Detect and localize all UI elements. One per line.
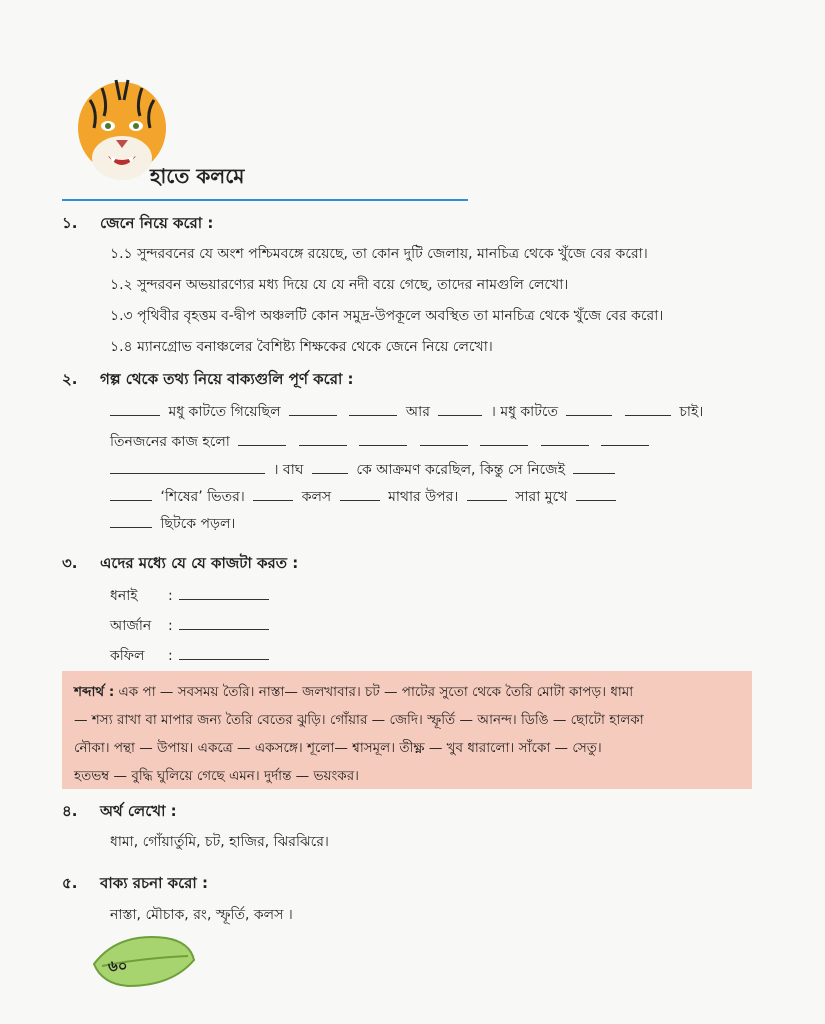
answer-blank[interactable]: [359, 431, 407, 446]
section-1-title: জেনে নিয়ে করো :: [100, 214, 214, 232]
fill-text: কে আক্রমণ করেছিল, কিন্তু সে নিজেই: [356, 462, 565, 478]
section-5-words: নাস্তা, মৌচাক, রং, স্ফূর্তি, কলস ।: [110, 907, 293, 923]
glossary-label: শব্দার্থ :: [74, 684, 115, 700]
section-3-number: ৩.: [62, 554, 78, 572]
fill-line-1: [110, 400, 703, 424]
glossary-box: [62, 671, 752, 789]
answer-blank[interactable]: [625, 401, 671, 416]
answer-blank[interactable]: [480, 431, 528, 446]
section-2-number: ২.: [62, 370, 78, 388]
section-4-number: ৪.: [62, 802, 78, 820]
fill-line-4: [110, 485, 620, 509]
section-4-title: অর্থ লেখো :: [100, 802, 177, 820]
answer-line[interactable]: [179, 617, 269, 630]
fill-text: । মধু কাটতে: [490, 404, 558, 420]
section-3-title: এদের মধ্যে যে যে কাজটা করত :: [100, 554, 299, 572]
name-label: ধনাই: [110, 588, 138, 604]
question-1-2: ১.২ সুন্দরবন অভয়ারণ্যের মধ্য দিয়ে যে যে নদী বয়ে গেছে, তাদের নামগুলি লেখো।: [110, 277, 569, 293]
glossary-line: — শস্য রাখা বা মাপার জন্য তৈরি বেতের ঝুড়ি। গোঁয়ার — জেদি। স্ফূর্তি — আনন্দ। ডিঙি — ছোটো হালকা: [74, 712, 644, 728]
answer-blank[interactable]: [238, 431, 286, 446]
name-row: আর্জান :: [110, 614, 269, 638]
answer-blank[interactable]: [573, 459, 615, 474]
page-title: হাতে কলমে: [150, 164, 245, 188]
answer-line[interactable]: [179, 587, 269, 600]
section-3-heading: [62, 552, 298, 577]
fill-text: মাথার উপর।: [388, 489, 459, 505]
answer-blank[interactable]: [110, 401, 160, 416]
fill-text: তিনজনের কাজ হলো: [110, 434, 230, 450]
fill-line-3: [110, 458, 619, 482]
section-4-words: ধামা, গোঁয়ার্তুমি, চট, হাজির, ঝিরঝিরে।: [110, 834, 329, 850]
answer-blank[interactable]: [601, 431, 649, 446]
question-1-1: ১.১ সুন্দরবনের যে অংশ পশ্চিমবঙ্গে রয়েছে, তা কোন দুটি জেলায়, মানচিত্র থেকে খুঁজে বের করো।: [110, 246, 648, 262]
section-5-number: ৫.: [62, 874, 78, 892]
name-row: কফিল :: [110, 644, 269, 668]
answer-blank[interactable]: [110, 486, 152, 501]
section-5-heading: [62, 872, 208, 897]
answer-line[interactable]: [179, 647, 269, 660]
answer-blank[interactable]: [110, 459, 265, 474]
section-1-heading: [62, 212, 213, 237]
question-1-3: ১.৩ পৃথিবীর বৃহত্তম ব-দ্বীপ অঞ্চলটি কোন সমুদ্র-উপকূলে অবস্থিত তা মানচিত্র থেকে খুঁজে বের করো।: [110, 308, 664, 324]
section-2-heading: [62, 368, 354, 393]
fill-text: ছিটকে পড়ল।: [160, 516, 236, 532]
answer-blank[interactable]: [438, 401, 482, 416]
glossary-line: হতভম্ব — বুদ্ধি ঘুলিয়ে গেছে এমন। দুর্দান্ত — ভয়ংকর।: [74, 768, 359, 784]
fill-text: চাই।: [679, 404, 704, 420]
section-5-title: বাক্য রচনা করো :: [100, 874, 208, 892]
fill-text: ‘শিষের’ ভিতর।: [160, 489, 245, 505]
answer-blank[interactable]: [289, 401, 337, 416]
answer-blank[interactable]: [467, 486, 507, 501]
answer-blank[interactable]: [110, 513, 152, 528]
question-1-4: ১.৪ ম্যানগ্রোভ বনাঞ্চলের বৈশিষ্ট্য শিক্ষকের থেকে জেনে নিয়ে লেখো।: [110, 339, 493, 355]
answer-blank[interactable]: [340, 486, 380, 501]
name-label: কফিল: [110, 648, 145, 664]
fill-text: সারা মুখে: [515, 489, 568, 505]
answer-blank[interactable]: [420, 431, 468, 446]
page-number: ৬০: [108, 957, 128, 975]
fill-text: আর: [405, 404, 430, 420]
name-row: ধনাই :: [110, 584, 269, 608]
fill-text: কলস: [301, 489, 332, 505]
answer-blank[interactable]: [312, 459, 348, 474]
fill-line-5: [110, 512, 235, 536]
answer-blank[interactable]: [576, 486, 616, 501]
leaf-icon: [88, 930, 198, 992]
name-label: আর্জান: [110, 618, 152, 634]
section-2-title: গল্প থেকে তথ্য নিয়ে বাক্যগুলি পূর্ণ করো :: [100, 370, 354, 388]
answer-blank[interactable]: [349, 401, 397, 416]
section-1-number: ১.: [62, 214, 78, 232]
answer-blank[interactable]: [566, 401, 612, 416]
fill-line-2: [110, 430, 653, 454]
answer-blank[interactable]: [541, 431, 589, 446]
glossary-line: নৌকা। পন্থা — উপায়। একত্রে — একসঙ্গে। শূলো— শ্বাসমূল। তীক্ষ্ণ — খুব ধারালো। সাঁকো — সেতু।: [74, 740, 602, 756]
title-divider: [62, 199, 468, 201]
answer-blank[interactable]: [253, 486, 293, 501]
glossary-line: শব্দার্থ : এক পা — সবসময় তৈরি। নাস্তা— জলখাবার। চট — পাটের সুতো থেকে তৈরি মোটা কাপড়। ধামা: [74, 684, 634, 700]
fill-text: । বাঘ: [273, 462, 304, 478]
answer-blank[interactable]: [299, 431, 347, 446]
section-4-heading: [62, 800, 177, 825]
fill-text: মধু কাটতে গিয়েছিল: [168, 404, 281, 420]
